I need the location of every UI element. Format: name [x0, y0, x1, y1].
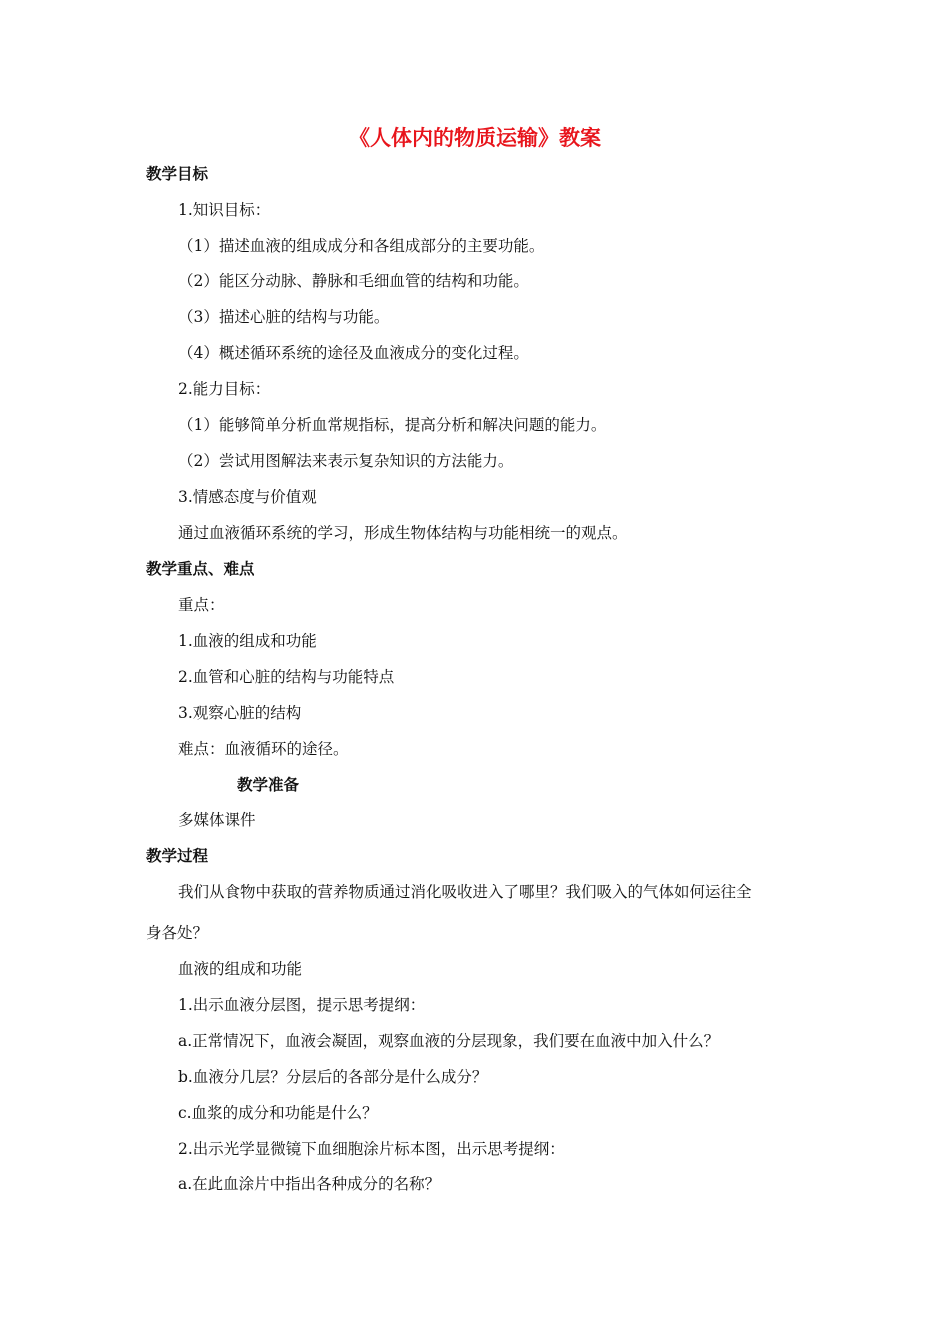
paragraph: a.在此血涂片中指出各种成分的名称？: [178, 1175, 441, 1193]
paragraph: 难点：血液循环的途径。: [178, 740, 349, 758]
paragraph: （2）尝试用图解法来表示复杂知识的方法能力。: [178, 452, 514, 470]
paragraph: （4）概述循环系统的途径及血液成分的变化过程。: [178, 344, 529, 362]
document-title: 《人体内的物质运输》教案: [349, 126, 601, 150]
paragraph: 重点：: [178, 596, 225, 614]
paragraph: （1）描述血液的组成成分和各组成部分的主要功能。: [178, 237, 545, 255]
paragraph: c.血浆的成分和功能是什么？: [178, 1104, 378, 1122]
paragraph: （1）能够简单分析血常规指标，提高分析和解决问题的能力。: [178, 416, 607, 434]
paragraph: 我们从食物中获取的营养物质通过消化吸收进入了哪里？我们吸入的气体如何运往全: [178, 883, 752, 901]
section-heading-key-points: 教学重点、难点: [146, 560, 255, 578]
section-heading-process: 教学过程: [146, 847, 209, 865]
paragraph: 3.观察心脏的结构: [178, 704, 302, 722]
paragraph: 1.出示血液分层图，提示思考提纲：: [178, 996, 426, 1014]
paragraph: 2.出示光学显微镜下血细胞涂片标本图，出示思考提纲：: [178, 1140, 565, 1158]
section-heading-goals: 教学目标: [146, 165, 209, 183]
paragraph: 血液的组成和功能: [178, 960, 303, 978]
section-heading-preparation: 教学准备: [237, 776, 300, 794]
paragraph: （2）能区分动脉、静脉和毛细血管的结构和功能。: [178, 272, 529, 290]
paragraph: 1.知识目标：: [178, 201, 271, 219]
paragraph: 2.能力目标：: [178, 380, 271, 398]
paragraph: 身各处？: [146, 924, 209, 942]
paragraph: b.血液分几层？分层后的各部分是什么成分？: [178, 1068, 488, 1086]
paragraph: 多媒体课件: [178, 811, 256, 829]
paragraph: 1.血液的组成和功能: [178, 632, 317, 650]
paragraph: 3.情感态度与价值观: [178, 488, 317, 506]
paragraph: 2.血管和心脏的结构与功能特点: [178, 668, 395, 686]
paragraph: 通过血液循环系统的学习，形成生物体结构与功能相统一的观点。: [178, 524, 628, 542]
paragraph: a.正常情况下，血液会凝固，观察血液的分层现象，我们要在血液中加入什么？: [178, 1032, 720, 1050]
paragraph: （3）描述心脏的结构与功能。: [178, 308, 390, 326]
